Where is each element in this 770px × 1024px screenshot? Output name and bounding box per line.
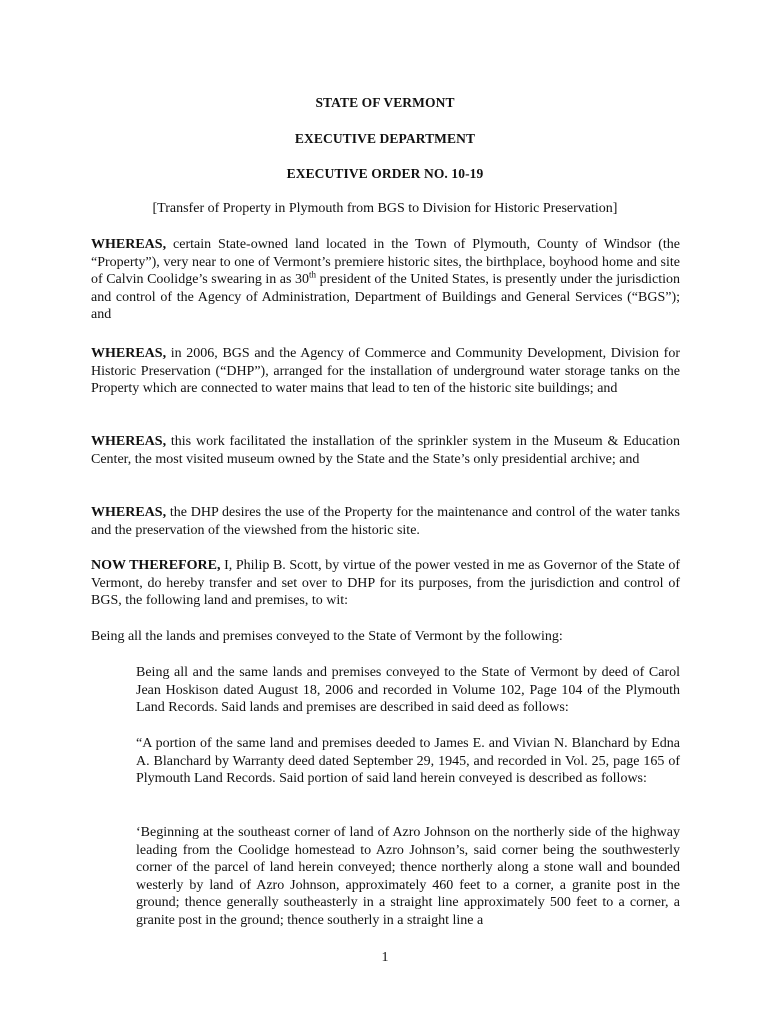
beginning-paragraph: ‘Beginning at the southeast corner of land of Azro Johnson on the northerly side of the highway leading from the Coolidge homestead to Azro Johnson’s, said corner being the southwesterly corner of the parcel of land herein conveyed; thence northerly along a stone wall and bounded westerly by land of Azro Johnson, approximately 460 feet to a corner, a granite post in the ground; thence generally southeasterly in a straight line approximately 500 feet to a corner, a granite post in the ground; thence southerly in a straight line a bbox=[136, 825, 680, 928]
order-subtitle: [Transfer of Property in Plymouth from BGS to Division for Historic Preservation] bbox=[152, 201, 618, 216]
ordinal-suffix: th bbox=[309, 269, 317, 280]
whereas-lead: WHEREAS, bbox=[91, 434, 167, 449]
now-therefore-paragraph bbox=[91, 557, 680, 610]
whereas-text: certain State-owned land located in the Town of Plymouth, County of Windsor (the “Property”), very near to one of Vermont’s premiere historic sites, the birthplace, boyhood home and site of Calvin Coolidge’s swearing in as 30 bbox=[91, 237, 680, 287]
whereas-text: the DHP desires the use of the Property for the maintenance and control of the water tanks and the preservation of the viewshed from the historic site. bbox=[91, 505, 680, 538]
whereas-text: this work facilitated the installation of the sprinkler system in the Museum & Education Center, the most visited museum owned by the State and the State’s only presidential archive; and bbox=[91, 434, 680, 467]
whereas-text: president of the United States, is presently under the jurisdiction and control of the Agency of Administration, Department of Buildings and General Services (“BGS”); and bbox=[91, 272, 680, 322]
whereas-lead: WHEREAS, bbox=[91, 346, 167, 361]
deed-paragraph: Being all and the same lands and premises conveyed to the State of Vermont by deed of Carol Jean Hoskison dated August 18, 2006 and recorded in Volume 102, Page 104 of the Plymouth Land Records. Said lands and premises are described in said deed as follows: bbox=[136, 665, 680, 715]
order-heading: EXECUTIVE ORDER NO. 10-19 bbox=[286, 166, 484, 181]
now-therefore-lead: NOW THEREFORE, bbox=[91, 558, 221, 573]
whereas-lead: WHEREAS, bbox=[91, 237, 167, 252]
whereas-lead: WHEREAS, bbox=[91, 505, 167, 520]
now-therefore-text: I, Philip B. Scott, by virtue of the power vested in me as Governor of the State of Vermont, do hereby transfer and set over to DHP for its purposes, from the jurisdiction and control of BGS, the following land and premises, to wit: bbox=[91, 558, 680, 608]
department-heading: EXECUTIVE DEPARTMENT bbox=[294, 131, 476, 146]
state-heading: STATE OF VERMONT bbox=[315, 95, 455, 110]
portion-paragraph: “A portion of the same land and premises deeded to James E. and Vivian N. Blanchard by Edna A. Blanchard by Warranty deed dated September 29, 1945, and recorded in Vol. 25, page 165 of Plymouth Land Records. Said portion of said land herein conveyed is described as follows: bbox=[136, 736, 680, 786]
whereas-paragraph-4 bbox=[91, 504, 680, 539]
whereas-text: in 2006, BGS and the Agency of Commerce and Community Development, Division for Historic Preservation (“DHP”), arranged for the installation of underground water storage tanks on the Property which are connected to water mains that lead to ten of the historic site buildings; and bbox=[91, 346, 680, 396]
whereas-paragraph-3 bbox=[91, 433, 680, 468]
whereas-paragraph-1 bbox=[91, 236, 680, 324]
whereas-paragraph-2 bbox=[91, 345, 680, 398]
page-number: 1 bbox=[381, 950, 389, 965]
being-all-paragraph: Being all the lands and premises conveyed to the State of Vermont by the following: bbox=[91, 629, 563, 644]
